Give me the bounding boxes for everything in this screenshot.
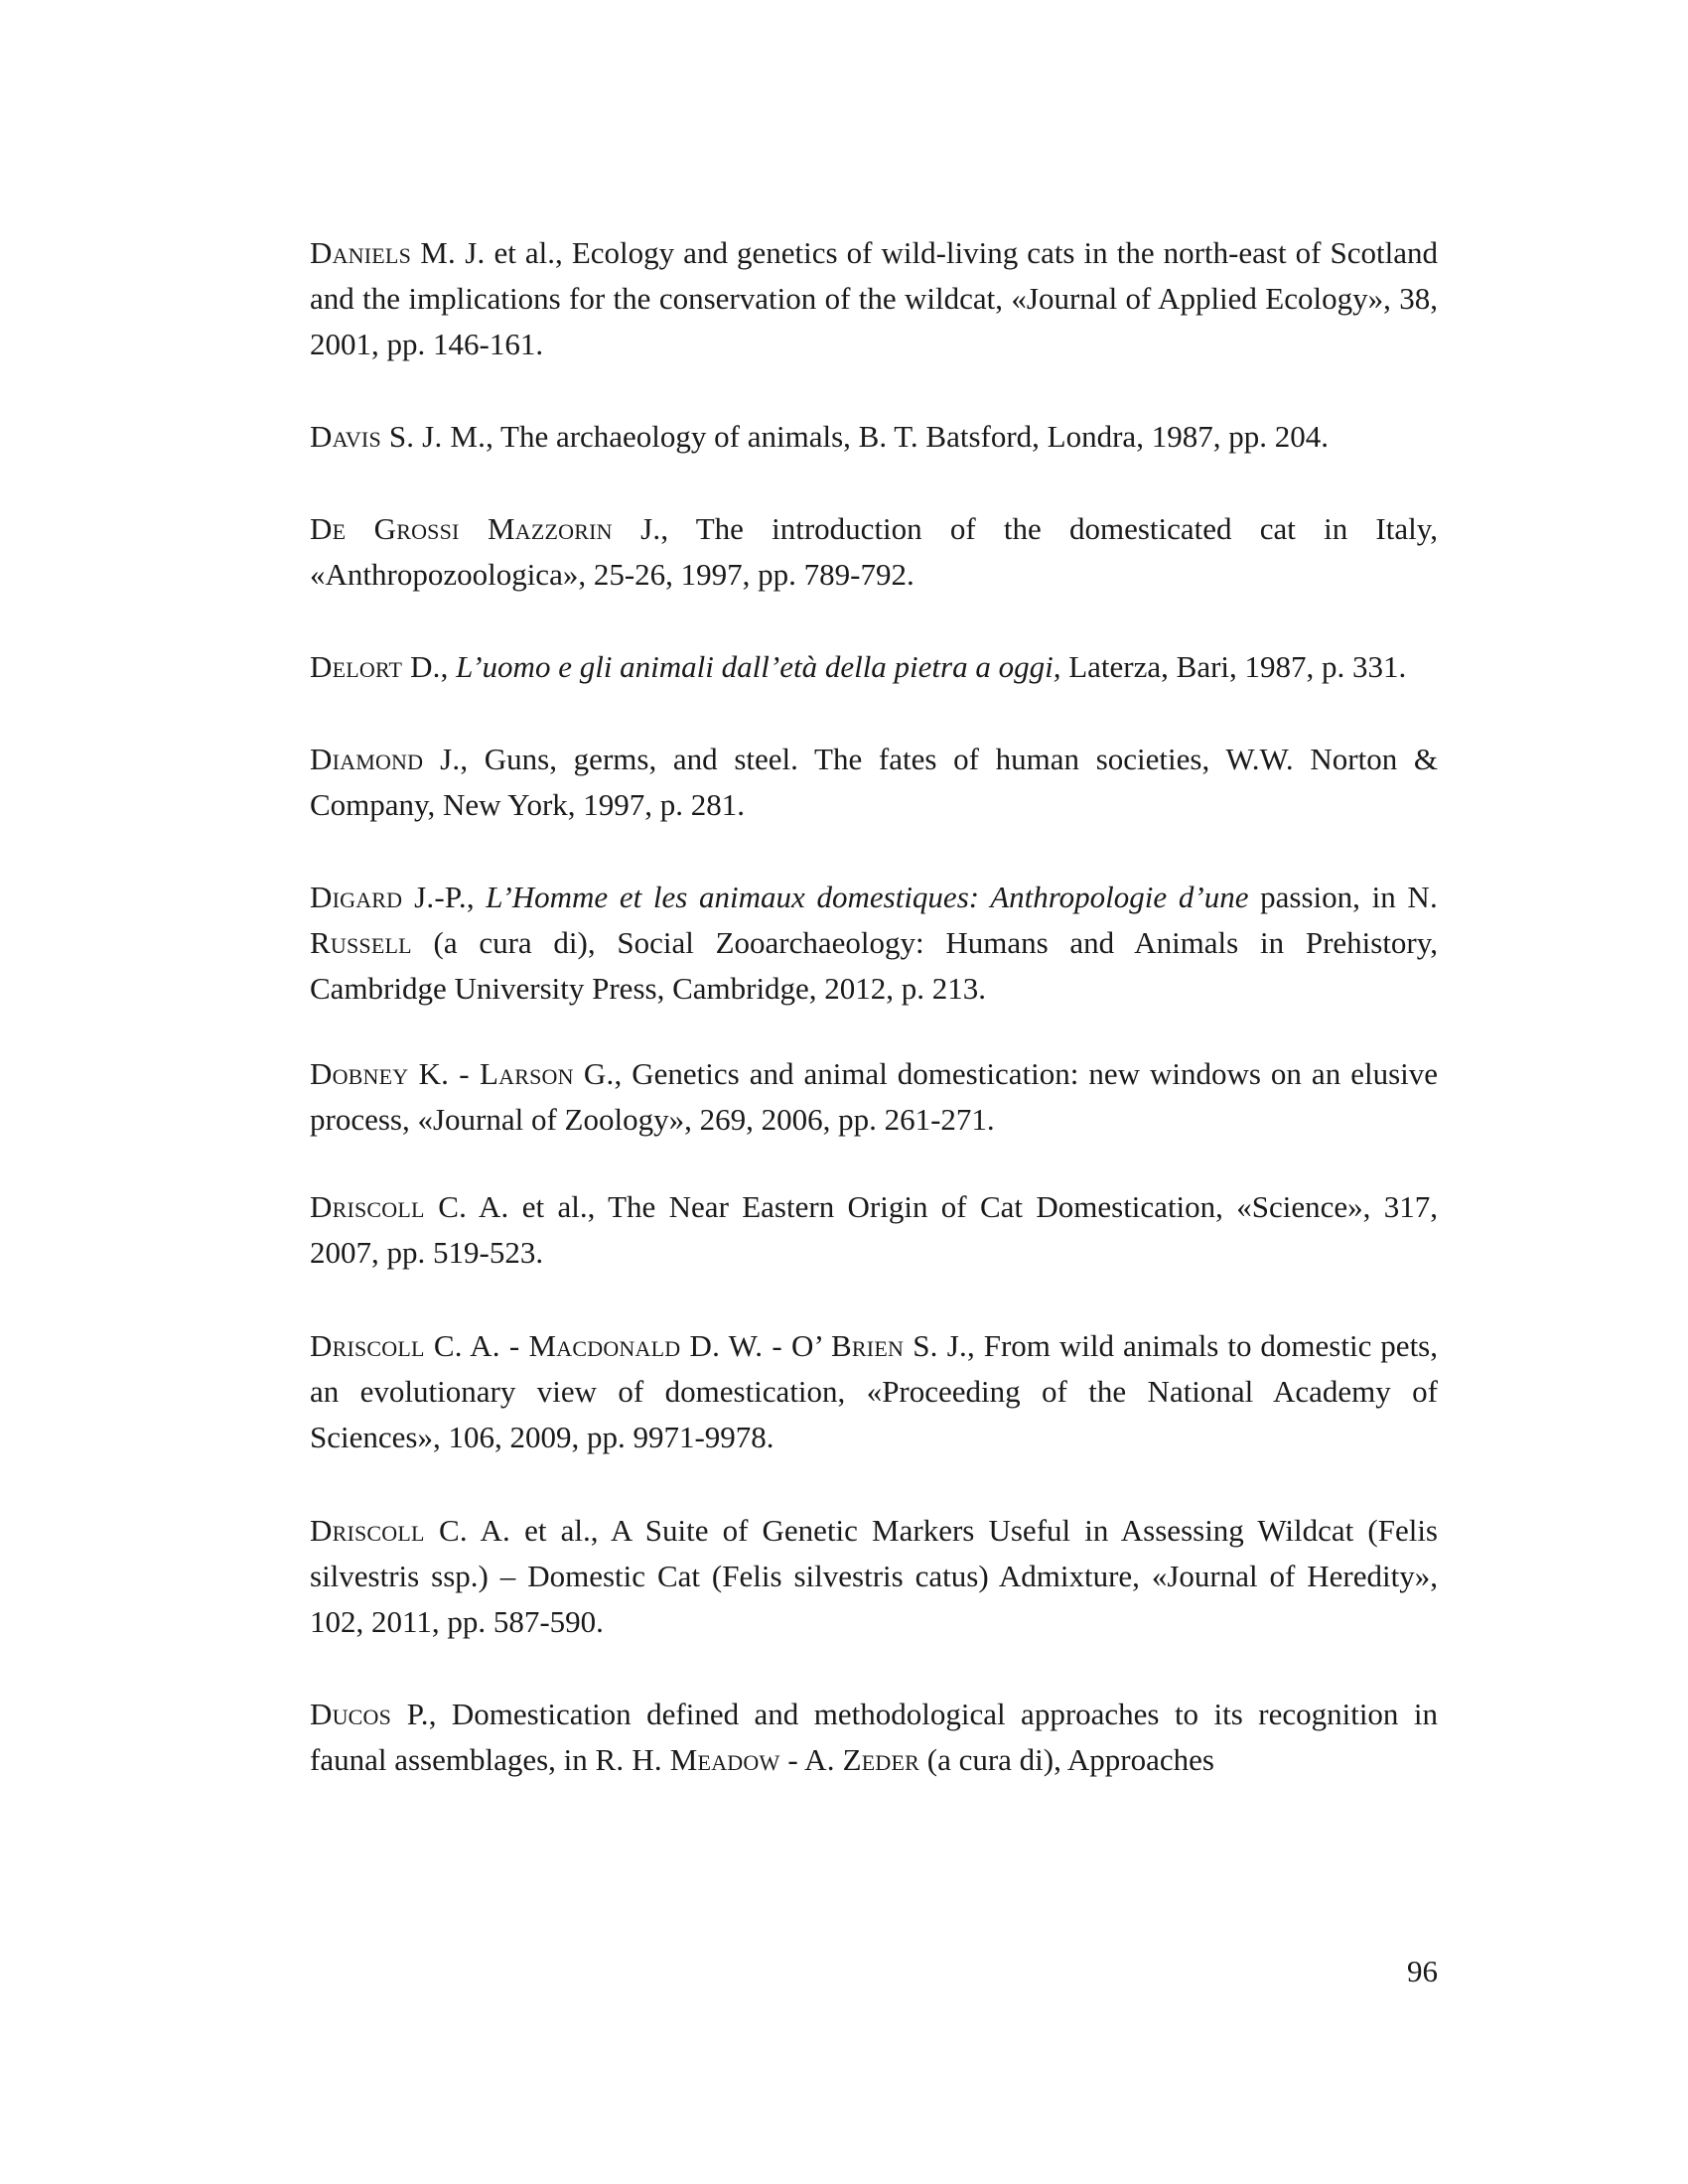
entry-author: Driscoll C. A. (310, 1513, 510, 1548)
entry-text: (a cura di), Social Zooarchaeology: Humans and Animals in Prehistory, Cambridge University Press, Cambridge, 2012, p. 213. (310, 925, 1438, 1006)
entry-italic-title: L’uomo e gli animali dall’età della pietra a oggi, (456, 649, 1061, 684)
entry-author: Driscoll C. A. - Macdonald D. W. - O’ Brien S. J. (310, 1328, 967, 1363)
bibliography-entry (310, 1692, 1438, 1783)
bibliography-entry (310, 737, 1438, 828)
bibliography-entry (310, 414, 1438, 460)
entry-text: (a cura di), Approaches (919, 1742, 1214, 1777)
entry-text: , Domestication defined and methodological approaches to its recognition in faunal assemblages, in (310, 1697, 1438, 1777)
entry-editor: R. H. Meadow - A. Zeder (595, 1742, 919, 1777)
bibliography-entry (310, 506, 1438, 598)
entry-text: , Genetics and animal domestication: new windows on an elusive process, «Journal of Zoology», 269, 2006, pp. 261-271. (310, 1056, 1438, 1137)
entry-author: Dobney K. - Larson G. (310, 1056, 615, 1091)
entry-text: et al., A Suite of Genetic Markers Useful in Assessing Wildcat (Felis silvestris ssp.) – Domestic Cat (Felis silvestris catus) Admixture, «Journal of Heredity», 102, 2011, pp. 587-590. (310, 1513, 1438, 1639)
entry-text: et al., The Near Eastern Origin of Cat Domestication, «Science», 317, 2007, pp. 519-523. (310, 1189, 1438, 1270)
entry-text: Laterza, Bari, 1987, p. 331. (1060, 649, 1407, 684)
entry-text: , The archaeology of animals, B. T. Batsford, Londra, 1987, pp. 204. (486, 419, 1329, 454)
bibliography-entry (310, 1323, 1438, 1460)
entry-separator: , (466, 880, 487, 914)
entry-author: Digard J.-P. (310, 880, 467, 914)
bibliography-list (310, 230, 1438, 1830)
entry-editor: N. Russell (310, 880, 1438, 960)
bibliography-entry (310, 230, 1438, 367)
entry-author: Daniels M. J. (310, 235, 486, 270)
entry-text: , From wild animals to domestic pets, an evolutionary view of domestication, «Proceeding of the National Academy of Sciences», 106, 2009, pp. 9971-9978. (310, 1328, 1438, 1454)
bibliography-entry (310, 1184, 1438, 1276)
entry-text: passion, in (1248, 880, 1408, 914)
bibliography-entry (310, 1508, 1438, 1645)
bibliography-entry (310, 875, 1438, 1012)
bibliography-entry (310, 644, 1438, 690)
entry-italic-title: L’Homme et les animaux domestiques: Anthropologie d’une (486, 880, 1249, 914)
entry-text: , Guns, germs, and steel. The fates of human societies, W.W. Norton & Company, New York, 1997, p. 281. (310, 742, 1439, 822)
entry-author: Driscoll C. A. (310, 1189, 509, 1224)
entry-author: Davis S. J. M. (310, 419, 487, 454)
entry-author: Delort D. (310, 649, 441, 684)
entry-author: Diamond J. (310, 742, 461, 776)
bibliography-entry (310, 1051, 1438, 1143)
entry-text: , The introduction of the domesticated cat in Italy, «Anthropozoologica», 25-26, 1997, pp. 789-792. (310, 511, 1438, 592)
entry-separator: , (440, 649, 457, 684)
entry-author: Ducos P. (310, 1697, 429, 1731)
entry-author: De Grossi Mazzorin J. (310, 511, 661, 546)
entry-text: et al., Ecology and genetics of wild-living cats in the north-east of Scotland and the implications for the conservation of the wildcat, «Journal of Applied Ecology», 38, 2001, pp. 146-161. (310, 235, 1438, 361)
page-number: 96 (1407, 1954, 1438, 1988)
